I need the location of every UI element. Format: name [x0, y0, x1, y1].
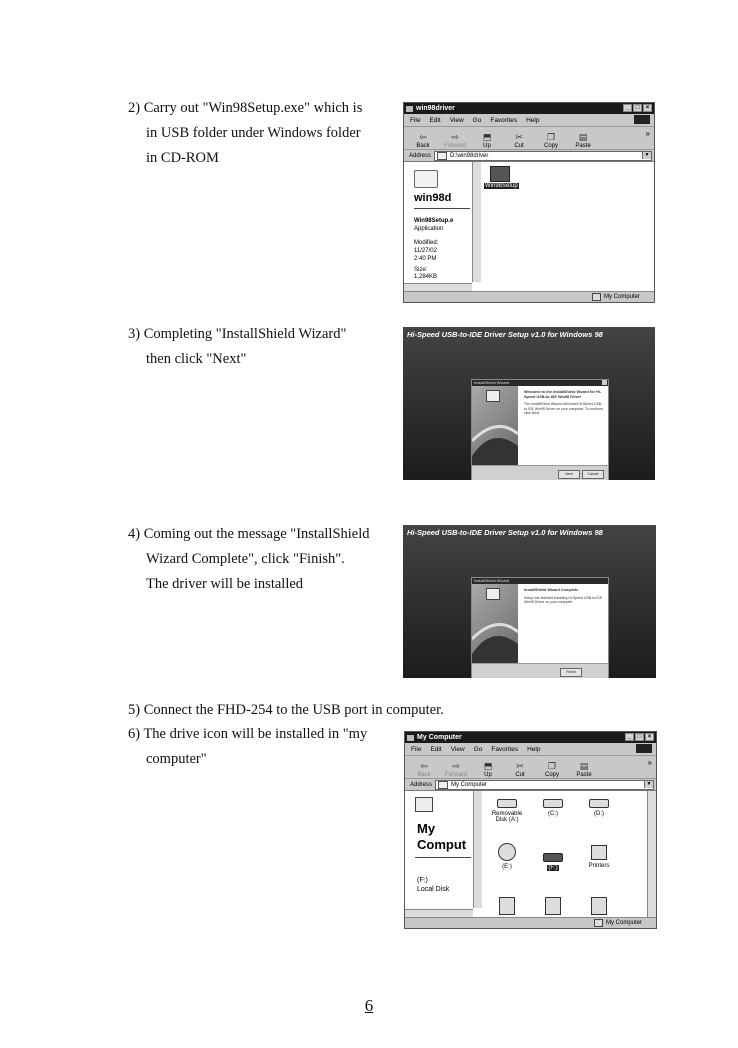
- address-value: My Computer: [451, 781, 488, 788]
- folder-icon: [406, 106, 413, 112]
- computer-icon: [438, 781, 448, 789]
- floppy-drive-icon: [497, 799, 517, 808]
- step-2-line-1: 2) Carry out "Win98Setup.exe" which is: [128, 100, 363, 116]
- finish-button[interactable]: Finish: [560, 668, 582, 677]
- up-button[interactable]: [474, 132, 500, 149]
- forward-arrow-icon: ⇨: [451, 132, 459, 142]
- file-type: Application: [414, 226, 444, 232]
- minimize-button[interactable]: _: [625, 733, 634, 741]
- printer-icon: [591, 845, 607, 860]
- menu-favorites[interactable]: Favorites: [491, 745, 519, 753]
- windows-logo-icon: [634, 115, 650, 124]
- explorer-window-my-computer: [404, 731, 657, 929]
- forward-arrow-icon: ⇨: [452, 761, 460, 771]
- address-value: D:\win98driver: [450, 152, 489, 159]
- cd-drive-icon: [498, 843, 516, 861]
- large-folder-icon: [414, 170, 438, 188]
- up-folder-icon: ⬒: [482, 132, 492, 142]
- toolbar: [404, 127, 654, 150]
- folder-label: Printers: [588, 863, 610, 869]
- step-2-line-2: in USB folder under Windows folder: [146, 125, 361, 141]
- info-divider: [414, 208, 470, 209]
- windows-logo-icon: [636, 744, 652, 753]
- step-5-text: 5) Connect the FHD-254 to the USB port in computer.: [128, 702, 444, 718]
- wave-art-icon: [472, 584, 518, 664]
- address-input[interactable]: [435, 780, 654, 790]
- dialog-body: The InstallShield Wizard will install Hi-Speed USB-to-IDE Win98 Driver on your computer. To continue, click Next.: [524, 402, 604, 415]
- menu-favorites[interactable]: Favorites: [490, 116, 518, 124]
- status-bar: [405, 917, 656, 928]
- toolbar: [405, 756, 656, 779]
- win98setup-file-icon[interactable]: [490, 166, 510, 182]
- menu-file[interactable]: File: [410, 116, 421, 124]
- paste-button[interactable]: [570, 132, 596, 149]
- paste-icon: ▤: [578, 132, 588, 142]
- back-label: Back: [416, 143, 430, 149]
- file-name: Win98Setup.e: [414, 218, 454, 224]
- drive-item-f[interactable]: [533, 853, 573, 871]
- control-panel-icon[interactable]: [499, 897, 515, 915]
- step-6-line-2: computer": [146, 751, 207, 767]
- folder-title-line-2: Comput: [417, 837, 467, 852]
- address-label: Address: [409, 152, 432, 159]
- hard-drive-icon: [543, 799, 563, 808]
- dialog-title: InstallShield Wizard: [474, 380, 510, 385]
- explorer-window-win98driver: [403, 102, 655, 303]
- menu-help[interactable]: Help: [526, 116, 540, 124]
- forward-button[interactable]: [443, 761, 469, 778]
- folder-title-line-1: My: [417, 821, 436, 836]
- step-6-text: [128, 722, 367, 772]
- back-label: Back: [417, 772, 431, 778]
- step-3-text: [128, 322, 346, 372]
- size-value: 1,284KB: [414, 274, 438, 280]
- modified-label: Modified:: [414, 240, 439, 246]
- paste-label: Paste: [575, 143, 591, 149]
- close-icon[interactable]: [602, 380, 607, 385]
- dialog-body: Setup has finished installing Hi-Speed USB-to-IDE Win98 Driver on your computer.: [524, 595, 603, 604]
- paste-icon: ▤: [579, 761, 589, 771]
- computer-icon: [592, 293, 601, 301]
- chevron-down-icon[interactable]: ▼: [644, 781, 653, 788]
- wave-art-icon: [472, 386, 518, 466]
- window-title: win98driver: [416, 105, 455, 112]
- cut-label: Cut: [515, 772, 525, 778]
- step-2-text: [128, 96, 362, 171]
- cut-button[interactable]: [507, 761, 533, 778]
- info-pane: [404, 162, 473, 282]
- drive-label: (C:): [548, 811, 558, 817]
- address-input[interactable]: [434, 151, 652, 161]
- modified-time: 2:40 PM: [414, 256, 437, 262]
- drive-label: (D:): [594, 811, 604, 817]
- drive-item-a[interactable]: [487, 799, 527, 823]
- folder-title: win98d: [414, 192, 452, 204]
- selected-drive-type: Local Disk: [417, 886, 450, 893]
- computer-icon: [407, 735, 414, 741]
- setup-screen-welcome: [403, 327, 655, 480]
- drive-item-c[interactable]: [533, 799, 573, 817]
- drive-item-d[interactable]: [579, 799, 619, 817]
- left-pane-vertical-scrollbar[interactable]: [473, 791, 482, 908]
- left-pane-vertical-scrollbar[interactable]: [472, 162, 481, 282]
- forward-label: Forward: [444, 772, 467, 778]
- dialog-text: [524, 588, 604, 605]
- back-button[interactable]: [410, 132, 436, 149]
- step-3-line-1: 3) Completing "InstallShield Wizard": [128, 326, 347, 342]
- paste-button[interactable]: [571, 761, 597, 778]
- page-number: 6: [364, 996, 374, 1015]
- dialog-heading: Welcome to the InstallShield Wizard for Hi-Speed USB-to-IDE Win98 Driver: [524, 390, 602, 399]
- minimize-button[interactable]: _: [623, 104, 632, 112]
- forward-label: Forward: [443, 143, 466, 149]
- info-pane: [405, 791, 474, 908]
- step-3-line-2: then click "Next": [146, 351, 247, 367]
- chevron-right-icon[interactable]: »: [645, 129, 650, 138]
- paste-label: Paste: [576, 772, 592, 778]
- copy-icon: ❐: [547, 761, 557, 771]
- content-area: [404, 161, 654, 293]
- up-label: Up: [484, 772, 492, 778]
- step-4-line-2: Wizard Complete", click "Finish".: [146, 551, 345, 567]
- status-text: My Computer: [603, 294, 640, 300]
- address-label: Address: [410, 781, 433, 788]
- installshield-dialog: [471, 577, 609, 678]
- maximize-button[interactable]: □: [633, 104, 642, 112]
- wizard-art: [472, 584, 518, 664]
- chevron-right-icon[interactable]: »: [647, 758, 652, 767]
- drive-label: Removable Disk (A:): [491, 811, 523, 823]
- copy-label: Copy: [543, 143, 558, 149]
- drive-label: (E:): [502, 864, 512, 870]
- up-folder-icon: ⬒: [483, 761, 493, 771]
- dialog-button-bar: [472, 465, 608, 480]
- menu-edit[interactable]: Edit: [429, 116, 441, 124]
- content-area: [405, 790, 656, 919]
- back-button[interactable]: [411, 761, 437, 778]
- menu-bar: [404, 114, 654, 127]
- menu-file[interactable]: File: [411, 745, 422, 753]
- drive-item-e[interactable]: [487, 843, 527, 870]
- menu-view[interactable]: View: [450, 745, 465, 753]
- step-4-line-3: The driver will be installed: [146, 576, 304, 592]
- step-4-line-1: 4) Coming out the message "InstallShield: [128, 526, 370, 542]
- menu-go[interactable]: Go: [472, 116, 482, 124]
- next-button[interactable]: Next: [558, 470, 580, 479]
- dialog-button-bar: [472, 663, 608, 678]
- hard-drive-icon: [589, 799, 609, 808]
- step-4-text: [128, 522, 370, 597]
- menu-help[interactable]: Help: [527, 745, 541, 753]
- back-arrow-icon: ⇦: [419, 132, 427, 142]
- setup-title: Hi-Speed USB-to-IDE Driver Setup v1.0 for Windows 98: [407, 330, 603, 339]
- menu-edit[interactable]: Edit: [430, 745, 442, 753]
- dial-up-networking-icon[interactable]: [545, 897, 561, 915]
- size-label: Size:: [414, 267, 428, 273]
- copy-label: Copy: [544, 772, 559, 778]
- info-divider: [415, 857, 471, 858]
- setup-screen-complete: [403, 525, 656, 678]
- copy-icon: ❐: [546, 132, 556, 142]
- forward-button[interactable]: [442, 132, 468, 149]
- menu-bar: [405, 743, 656, 756]
- dialog-text: [524, 390, 604, 416]
- close-button[interactable]: ×: [645, 733, 654, 741]
- main-vertical-scrollbar[interactable]: [647, 791, 656, 917]
- dialog-heading: InstallShield Wizard Complete: [524, 588, 579, 592]
- large-computer-icon: [415, 797, 433, 812]
- scissors-icon: ✂: [515, 132, 523, 142]
- up-label: Up: [483, 143, 491, 149]
- status-bar: [404, 291, 654, 302]
- title-bar: [405, 732, 656, 743]
- up-button[interactable]: [475, 761, 501, 778]
- selected-drive-name: (F:): [417, 877, 428, 884]
- wizard-art: [472, 386, 518, 466]
- status-text: My Computer: [605, 920, 642, 926]
- back-arrow-icon: ⇦: [420, 761, 428, 771]
- setup-title: Hi-Speed USB-to-IDE Driver Setup v1.0 for Windows 98: [407, 528, 603, 537]
- cut-button[interactable]: [506, 132, 532, 149]
- copy-button[interactable]: [538, 132, 564, 149]
- hard-drive-icon: [543, 853, 563, 862]
- win98setup-file-label[interactable]: Win98Setup: [485, 183, 518, 189]
- scheduled-tasks-icon[interactable]: [591, 897, 607, 915]
- step-6-line-1: 6) The drive icon will be installed in "my: [128, 726, 368, 742]
- computer-icon: [594, 919, 603, 927]
- menu-go[interactable]: Go: [473, 745, 483, 753]
- drive-label: (F:): [548, 865, 558, 871]
- installshield-dialog: [471, 379, 609, 480]
- scissors-icon: ✂: [516, 761, 524, 771]
- cancel-button[interactable]: Cancel: [582, 470, 604, 479]
- cut-label: Cut: [514, 143, 524, 149]
- step-2-line-3: in CD-ROM: [146, 150, 219, 166]
- window-title: My Computer: [417, 734, 462, 741]
- menu-view[interactable]: View: [449, 116, 464, 124]
- chevron-down-icon[interactable]: ▼: [642, 152, 651, 159]
- copy-button[interactable]: [539, 761, 565, 778]
- dialog-title: InstallShield Wizard: [474, 578, 510, 583]
- maximize-button[interactable]: □: [635, 733, 644, 741]
- modified-date: 11/27/02: [414, 248, 437, 254]
- close-button[interactable]: ×: [643, 104, 652, 112]
- title-bar: [404, 103, 654, 114]
- folder-icon: [437, 152, 447, 160]
- printers-folder[interactable]: [579, 845, 619, 869]
